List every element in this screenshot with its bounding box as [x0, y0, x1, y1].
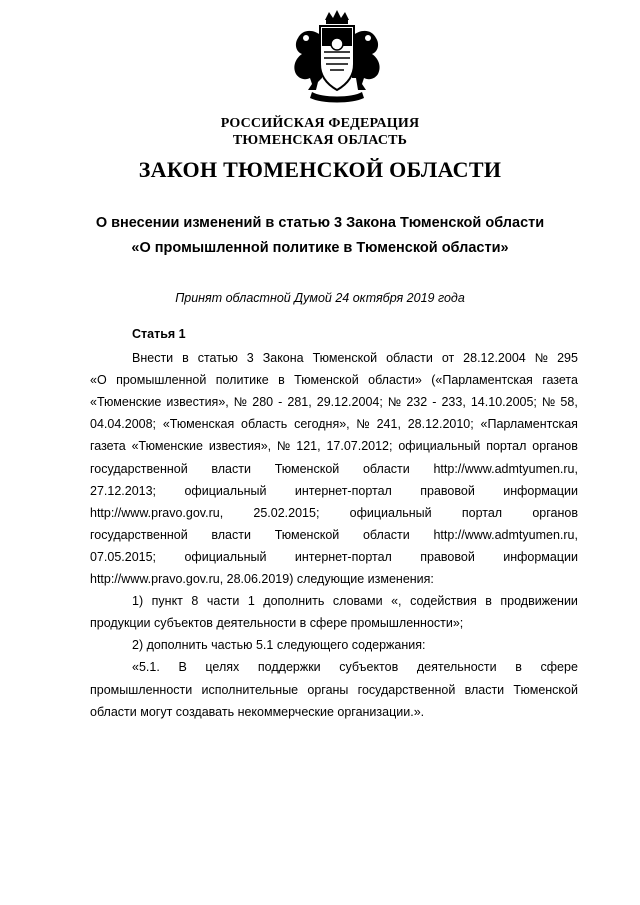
word: исполнительные — [201, 682, 299, 697]
word: 295 — [557, 351, 578, 365]
word: сфере — [540, 660, 578, 675]
word: государственной — [90, 527, 188, 542]
word: интернет-портал — [294, 549, 392, 564]
word: официальный — [184, 549, 267, 564]
body-line — [90, 414, 578, 434]
word: официальный — [349, 505, 432, 520]
word: официальный — [184, 483, 267, 498]
word: статью — [197, 351, 238, 365]
word: («Парламентская — [431, 373, 533, 388]
word: словами — [332, 594, 383, 609]
word: части — [206, 594, 240, 609]
word: в — [182, 351, 189, 365]
article-heading: Статья 1 — [132, 327, 186, 341]
word: 29.12.2004; — [316, 395, 383, 410]
word: 121, — [296, 439, 321, 454]
word: газета — [542, 373, 578, 388]
word: области — [362, 461, 410, 476]
word: № — [277, 439, 291, 454]
word: http://www.pravo.gov.ru, — [90, 505, 224, 520]
word: 28.12.2010; — [407, 417, 474, 432]
body-line: области могут создавать некоммерческие организации.». — [90, 704, 425, 719]
body-line: http://www.pravo.gov.ru, 28.06.2019) следующие изменения: — [90, 572, 434, 586]
region-heading: ТЮМЕНСКАЯ ОБЛАСТЬ — [232, 133, 408, 148]
word: 58, — [560, 395, 578, 410]
word: Внести — [132, 351, 174, 365]
word: «Тюменские — [90, 395, 162, 410]
word: 281, — [287, 395, 312, 410]
body-line — [90, 680, 578, 700]
word: Тюменской — [312, 351, 378, 365]
word: промышленной — [116, 373, 207, 388]
word: субъектов — [339, 660, 399, 675]
body-line: 2) дополнить частью 5.1 следующего содержания: — [132, 638, 426, 653]
word: известия», — [208, 439, 272, 454]
body-line — [90, 436, 578, 456]
tyumen-coat-of-arms-emblem — [282, 8, 392, 108]
word: «5.1. — [132, 660, 160, 675]
word: промышленности — [90, 682, 193, 697]
word: интернет-портал — [294, 483, 392, 498]
word: - — [278, 395, 283, 410]
word: № — [387, 395, 402, 410]
word: № — [541, 395, 556, 410]
country-heading: РОССИЙСКАЯ ФЕДЕРАЦИЯ — [220, 116, 420, 131]
adoption-note: Принят областной Думой 24 октября 2019 года — [175, 291, 465, 305]
word: 25.02.2015; — [253, 505, 320, 520]
law-title-line-1: О внесении изменений в статью 3 Закона Тюменской области — [95, 215, 545, 231]
word: область — [241, 417, 288, 432]
word: № — [233, 395, 248, 410]
word: 8 — [191, 594, 199, 609]
word: власти — [211, 461, 251, 476]
word: № — [534, 351, 549, 365]
word: пункт — [151, 594, 183, 609]
word: 280 — [252, 395, 274, 410]
body-line — [90, 370, 578, 390]
word: области» — [368, 373, 422, 388]
body-line: продукции субъектов деятельности в сфере промышленности»; — [90, 616, 464, 631]
word: 1) — [132, 594, 144, 609]
word: 3 — [246, 351, 254, 365]
word: политике — [215, 373, 269, 388]
word: В — [178, 660, 187, 675]
word: правовой — [420, 483, 475, 498]
word: Тюменской — [513, 682, 578, 697]
word: целях — [205, 660, 240, 675]
word: 232 — [406, 395, 428, 410]
word: газета — [90, 439, 126, 454]
word: 28.12.2004 — [463, 351, 526, 365]
word: информации — [503, 549, 578, 564]
word: в — [485, 594, 492, 609]
word: Тюменской — [274, 527, 340, 542]
body-line — [90, 525, 578, 545]
word: № — [356, 417, 370, 432]
word: «О — [90, 373, 107, 388]
word: дополнить — [263, 594, 325, 609]
word: «Парламентская — [480, 417, 578, 432]
word: продвижении — [500, 594, 578, 609]
word: - — [432, 395, 437, 410]
word: поддержки — [257, 660, 321, 675]
body-line — [132, 657, 578, 677]
document-type-heading: ЗАКОН ТЮМЕНСКОЙ ОБЛАСТИ — [138, 157, 502, 182]
word: области — [362, 527, 410, 542]
word: Тюменской — [274, 461, 340, 476]
body-line — [132, 348, 578, 368]
word: органы — [307, 682, 349, 697]
word: 04.04.2008; — [90, 417, 157, 432]
body-line — [132, 591, 578, 611]
word: «Тюменские — [131, 439, 203, 454]
word: 233, — [441, 395, 466, 410]
word: известия», — [166, 395, 229, 410]
word: органов — [532, 439, 578, 454]
word: информации — [503, 483, 578, 498]
word: государственной — [90, 461, 188, 476]
word: в — [515, 660, 522, 675]
word: государственной — [357, 682, 456, 697]
word: органов — [532, 505, 578, 520]
word: портал — [461, 505, 503, 520]
word: от — [441, 351, 455, 365]
body-line — [90, 481, 578, 501]
word: власти — [464, 682, 505, 697]
word: сегодня», — [294, 417, 350, 432]
body-line — [90, 392, 578, 412]
word: содействия — [410, 594, 477, 609]
body-line — [90, 459, 578, 479]
word: 17.07.2012; — [326, 439, 393, 454]
word: власти — [211, 527, 251, 542]
word: Закона — [262, 351, 304, 365]
word: официальный — [398, 439, 481, 454]
word: http://www.admtyumen.ru, — [433, 527, 578, 542]
law-title-line-2: «О промышленной политике в Тюменской области» — [131, 240, 509, 256]
word: области — [386, 351, 433, 365]
word: деятельности — [416, 660, 497, 675]
word: правовой — [420, 549, 475, 564]
word: 27.12.2013; — [90, 483, 157, 498]
word: 07.05.2015; — [90, 549, 157, 564]
body-line — [90, 503, 578, 523]
word: «, — [391, 594, 402, 609]
word: 14.10.2005; — [470, 395, 537, 410]
word: портал — [486, 439, 527, 454]
word: http://www.admtyumen.ru, — [433, 461, 578, 476]
word: Тюменской — [294, 373, 359, 388]
word: «Тюменская — [162, 417, 235, 432]
word: в — [278, 373, 285, 388]
body-line — [90, 547, 578, 567]
word: 241, — [376, 417, 401, 432]
word: 1 — [247, 594, 255, 609]
